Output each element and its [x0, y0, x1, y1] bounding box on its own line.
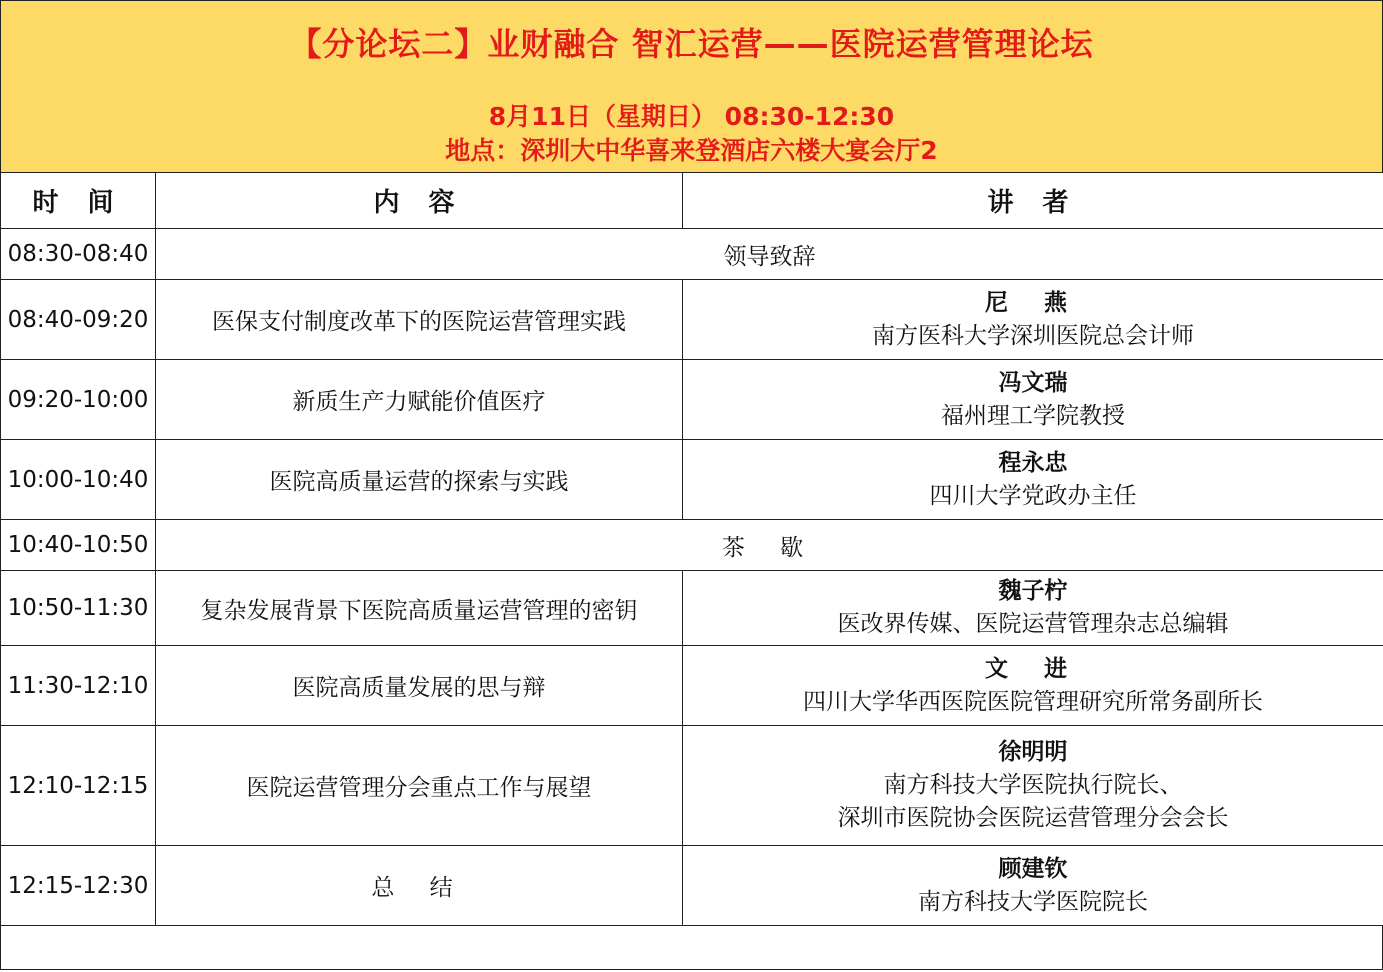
- time-cell: 10:40-10:50: [1, 520, 156, 571]
- speaker-cell: [683, 360, 1383, 440]
- speaker-name: 冯文瑞: [998, 369, 1068, 396]
- column-header-time: 时 间: [1, 173, 156, 229]
- content-cell: 医院高质量发展的思与辩: [156, 646, 683, 726]
- table-row: [1, 520, 1383, 571]
- forum-venue: 地点：深圳大中华喜来登酒店六楼大宴会厅2: [445, 136, 938, 165]
- table-header-row: [1, 173, 1383, 229]
- content-cell: 新质生产力赋能价值医疗: [156, 360, 683, 440]
- speaker-title: 南方科技大学医院执行院长、: [883, 772, 1183, 798]
- speaker-title: 福州理工学院教授: [941, 402, 1125, 429]
- table-row: [1, 571, 1383, 646]
- time-cell: 12:15-12:30: [1, 846, 156, 926]
- table-row: [1, 360, 1383, 440]
- speaker-cell: [683, 571, 1383, 646]
- time-cell: 08:40-09:20: [1, 280, 156, 360]
- speaker-cell: [683, 726, 1383, 846]
- time-cell: 12:10-12:15: [1, 726, 156, 846]
- content-cell: 领导致辞: [156, 229, 1383, 280]
- forum-date: 8月11日（星期日） 08:30-12:30: [488, 102, 895, 131]
- table-row: [1, 229, 1383, 280]
- speaker-cell: [683, 646, 1383, 726]
- speaker-name: 程永忠: [998, 449, 1068, 476]
- speaker-cell: [683, 846, 1383, 926]
- speaker-name: 顾建钦: [998, 855, 1068, 882]
- column-header-speaker: 讲 者: [683, 173, 1383, 229]
- empty-footer-row: [0, 925, 1383, 970]
- table-row: [1, 280, 1383, 360]
- table-row: [1, 726, 1383, 846]
- speaker-title: 四川大学华西医院医院管理研究所常务副所长: [803, 688, 1263, 715]
- speaker-name: 尼 燕: [984, 289, 1081, 316]
- content-cell: 医院高质量运营的探索与实践: [156, 440, 683, 520]
- speaker-name: 魏子柠: [998, 578, 1068, 604]
- forum-title: 【分论坛二】业财融合 智汇运营——医院运营管理论坛: [289, 25, 1094, 63]
- time-cell: 08:30-08:40: [1, 229, 156, 280]
- speaker-name: 文 进: [984, 655, 1081, 682]
- table-row: [1, 846, 1383, 926]
- time-cell: 09:20-10:00: [1, 360, 156, 440]
- content-cell: 复杂发展背景下医院高质量运营管理的密钥: [156, 571, 683, 646]
- speaker-name: 徐明明: [998, 739, 1068, 765]
- speaker-cell: [683, 440, 1383, 520]
- speaker-title: 医改界传媒、医院运营管理杂志总编辑: [837, 611, 1229, 637]
- agenda-table: [0, 172, 1383, 926]
- speaker-title: 南方科技大学医院院长: [918, 888, 1148, 915]
- time-cell: 10:50-11:30: [1, 571, 156, 646]
- speaker-title: 四川大学党政办主任: [929, 482, 1137, 509]
- content-cell: 茶 歇: [156, 520, 1383, 571]
- speaker-title: 南方医科大学深圳医院总会计师: [872, 322, 1194, 349]
- column-header-content: 内 容: [156, 173, 683, 229]
- content-cell: 总 结: [156, 846, 683, 926]
- content-cell: 医保支付制度改革下的医院运营管理实践: [156, 280, 683, 360]
- table-row: [1, 440, 1383, 520]
- speaker-cell: [683, 280, 1383, 360]
- content-cell: 医院运营管理分会重点工作与展望: [156, 726, 683, 846]
- header-banner: [0, 0, 1383, 173]
- time-cell: 11:30-12:10: [1, 646, 156, 726]
- time-cell: 10:00-10:40: [1, 440, 156, 520]
- table-row: [1, 646, 1383, 726]
- speaker-title-line2: 深圳市医院协会医院运营管理分会会长: [837, 805, 1229, 831]
